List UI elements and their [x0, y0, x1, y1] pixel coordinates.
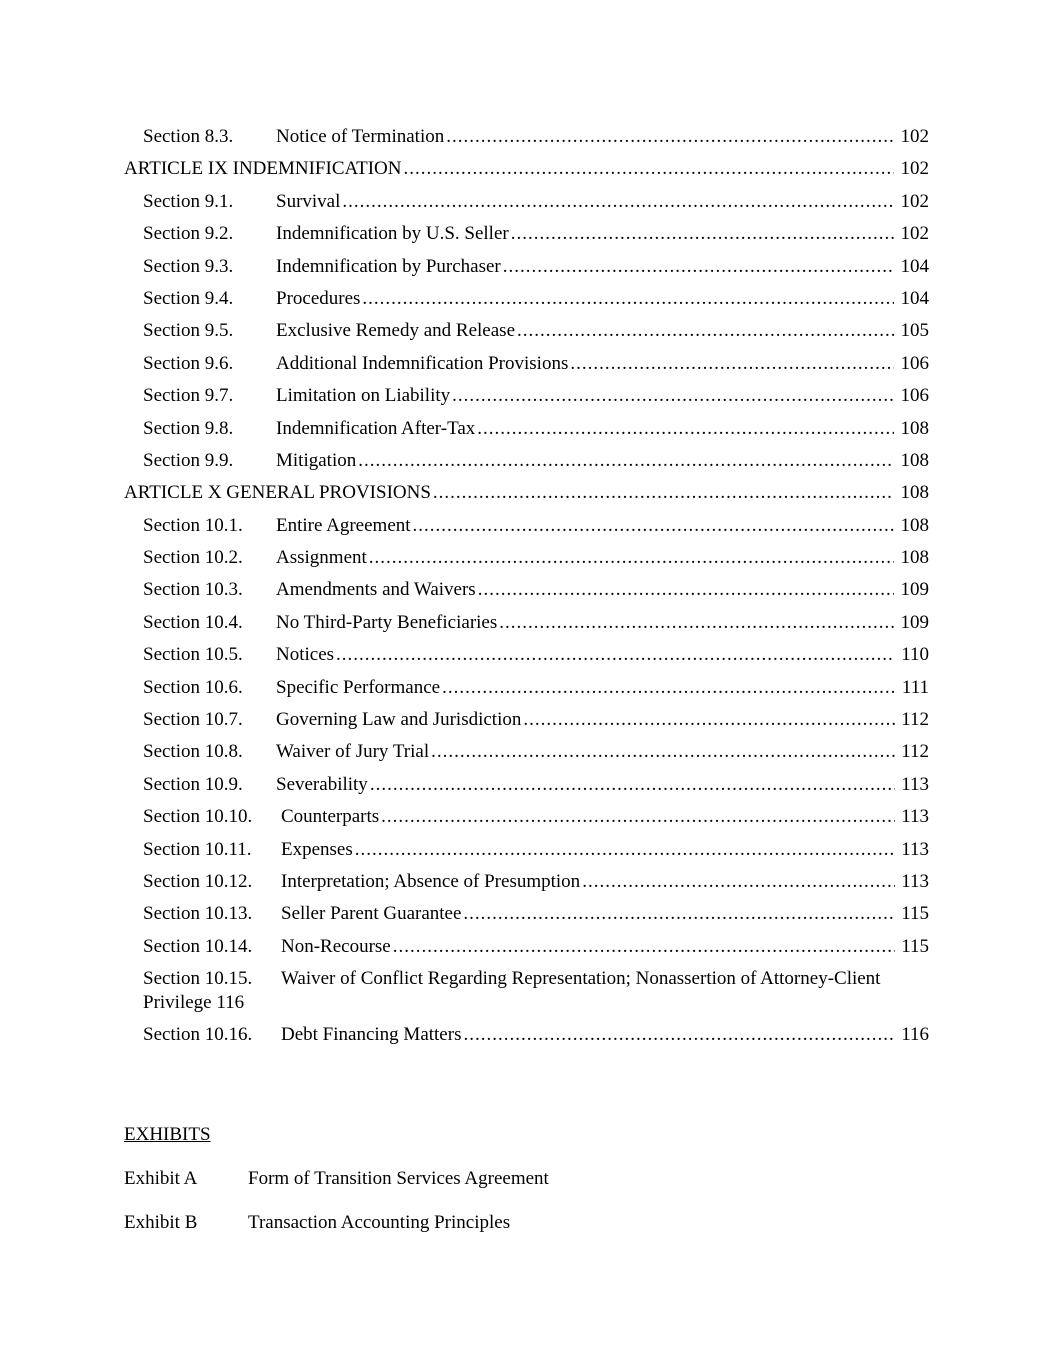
page-number: 116: [216, 992, 245, 1014]
page-number: 109: [900, 579, 929, 601]
section-title: Governing Law and Jurisdiction: [276, 709, 522, 731]
toc-section-entry: [0, 803, 1055, 835]
section-number: Section 9.6.: [143, 352, 234, 374]
toc-section-entry: [0, 415, 1055, 447]
dot-leader: [362, 285, 894, 313]
section-title: Limitation on Liability: [276, 385, 451, 407]
page-number: 106: [900, 352, 929, 374]
section-number: Section 10.5.: [143, 644, 243, 666]
exhibit-label: Exhibit A: [124, 1168, 198, 1189]
toc-section-entry: [0, 382, 1055, 414]
section-number: Section 9.3.: [143, 255, 234, 277]
toc-section-entry: [0, 576, 1055, 608]
section-number: Section 10.12.: [143, 870, 253, 892]
toc-section-entry: [0, 447, 1055, 479]
section-title: Indemnification After-Tax: [276, 417, 476, 439]
toc-section-entry: [0, 609, 1055, 641]
toc-section-entry: [0, 350, 1055, 382]
page-number: 108: [900, 449, 929, 471]
section-number: Section 10.16.: [143, 1024, 253, 1046]
exhibit-item: [124, 1212, 510, 1234]
dot-leader: [517, 317, 894, 345]
toc-section-entry: [0, 738, 1055, 770]
section-number: Section 10.1.: [143, 514, 243, 536]
toc-article-entry: [0, 155, 1055, 187]
table-of-contents: [0, 123, 1055, 1054]
toc-wrapped-entry: [143, 967, 923, 1015]
dot-leader: [523, 706, 895, 734]
toc-section-entry: [0, 771, 1055, 803]
toc-section-entry: [0, 836, 1055, 868]
section-number: Section 9.9.: [143, 449, 234, 471]
page-number: 108: [900, 514, 929, 536]
toc-section-entry: [0, 285, 1055, 317]
dot-leader: [499, 609, 894, 637]
section-number: Section 10.2.: [143, 547, 243, 569]
toc-section-entry: [0, 933, 1055, 965]
dot-leader: [404, 155, 895, 183]
exhibits-heading: EXHIBITS: [124, 1124, 211, 1145]
toc-section-entry: [0, 868, 1055, 900]
dot-leader: [446, 123, 894, 151]
dot-leader: [477, 415, 894, 443]
section-number: Section 9.1.: [143, 190, 234, 212]
toc-section-entry: [0, 123, 1055, 155]
dot-leader: [503, 253, 894, 281]
toc-section-entry: [0, 900, 1055, 932]
toc-section-entry: [0, 317, 1055, 349]
section-number: Section 10.15.: [143, 968, 253, 990]
page-number: 115: [901, 935, 929, 957]
section-title: Entire Agreement: [276, 514, 411, 536]
exhibit-title: Form of Transition Services Agreement: [248, 1168, 549, 1189]
page-number: 113: [901, 773, 929, 795]
section-title: Interpretation; Absence of Presumption: [281, 870, 581, 892]
section-title: Mitigation: [276, 449, 357, 471]
section-number: Section 9.8.: [143, 417, 234, 439]
dot-leader: [393, 933, 895, 961]
toc-section-entry: [0, 544, 1055, 576]
section-title: Seller Parent Guarantee: [281, 903, 462, 925]
page-number: 113: [901, 806, 929, 828]
dot-leader: [478, 576, 894, 604]
section-number: Section 10.7.: [143, 709, 243, 731]
section-number: Section 10.13.: [143, 903, 253, 925]
dot-leader: [452, 382, 894, 410]
toc-section-entry: [0, 641, 1055, 673]
dot-leader: [442, 674, 896, 702]
section-title: Amendments and Waivers: [276, 579, 476, 601]
section-title: Survival: [276, 190, 341, 212]
page-number: 116: [901, 1024, 929, 1046]
section-number: Section 10.8.: [143, 741, 243, 763]
page-number: 106: [900, 385, 929, 407]
page-number: 108: [900, 482, 929, 504]
toc-section-entry: [0, 253, 1055, 285]
page-number: 112: [901, 709, 929, 731]
dot-leader: [511, 220, 894, 248]
section-number: Section 9.5.: [143, 320, 234, 342]
section-title: Notice of Termination: [276, 126, 445, 147]
section-title: Counterparts: [281, 806, 380, 828]
section-title: Waiver of Conflict Regarding Representation; Nonassertion of Attorney-Client Privilege: [143, 968, 881, 1014]
section-title: Debt Financing Matters: [281, 1024, 462, 1046]
toc-section-entry: [0, 512, 1055, 544]
dot-leader: [463, 1021, 895, 1049]
dot-leader: [381, 803, 895, 831]
toc-section-entry: [0, 1021, 1055, 1053]
page-number: 113: [901, 838, 929, 860]
section-number: Section 10.14.: [143, 935, 253, 957]
section-title: Expenses: [281, 838, 353, 860]
toc-article-entry: [0, 479, 1055, 511]
page-number: 102: [900, 126, 929, 147]
section-title: Exclusive Remedy and Release: [276, 320, 516, 342]
page-number: 108: [900, 547, 929, 569]
exhibit-label: Exhibit B: [124, 1212, 198, 1233]
page-number: 112: [901, 741, 929, 763]
dot-leader: [431, 738, 895, 766]
section-title: Waiver of Jury Trial: [276, 741, 430, 763]
section-title: No Third-Party Beneficiaries: [276, 611, 498, 633]
page-number: 102: [900, 190, 929, 212]
section-title: Indemnification by Purchaser: [276, 255, 501, 277]
section-title: Non-Recourse: [281, 935, 391, 957]
dot-leader: [355, 836, 895, 864]
page-number: 115: [901, 903, 929, 925]
section-number: Section 10.6.: [143, 676, 243, 698]
exhibit-title: Transaction Accounting Principles: [248, 1212, 511, 1233]
page-number: 102: [900, 223, 929, 245]
section-number: Section 9.7.: [143, 385, 234, 407]
section-number: Section 10.4.: [143, 611, 243, 633]
section-title: Indemnification by U.S. Seller: [276, 223, 509, 245]
section-title: Severability: [276, 773, 368, 795]
page-number: 105: [900, 320, 929, 342]
section-number: Section 8.3.: [143, 126, 234, 147]
page-number: 110: [901, 644, 929, 666]
section-title: Notices: [276, 644, 335, 666]
toc-section-entry: [0, 188, 1055, 220]
dot-leader: [358, 447, 894, 475]
dot-leader: [413, 512, 894, 540]
dot-leader: [370, 771, 895, 799]
page-number: 109: [900, 611, 929, 633]
page-number: 104: [900, 287, 929, 309]
toc-section-entry: [0, 674, 1055, 706]
page-number: 113: [901, 870, 929, 892]
exhibit-item: [124, 1168, 549, 1190]
section-title: Additional Indemnification Provisions: [276, 352, 569, 374]
section-number: Section 10.10.: [143, 806, 253, 828]
dot-leader: [582, 868, 895, 896]
page-number: 104: [900, 255, 929, 277]
section-number: Section 10.11.: [143, 838, 252, 860]
article-title: ARTICLE X GENERAL PROVISIONS: [124, 482, 431, 504]
toc-section-entry: [0, 965, 1055, 1021]
toc-section-entry: [0, 220, 1055, 252]
page-number: 111: [901, 676, 929, 698]
dot-leader: [570, 350, 894, 378]
dot-leader: [336, 641, 895, 669]
section-number: Section 10.3.: [143, 579, 243, 601]
section-number: Section 10.9.: [143, 773, 243, 795]
toc-section-entry: [0, 706, 1055, 738]
page-number: 108: [900, 417, 929, 439]
page-number: 102: [900, 158, 929, 180]
dot-leader: [463, 900, 895, 928]
section-number: Section 9.4.: [143, 287, 234, 309]
dot-leader: [342, 188, 894, 216]
section-number: Section 9.2.: [143, 223, 234, 245]
dot-leader: [369, 544, 894, 572]
section-title: Specific Performance: [276, 676, 441, 698]
section-title: Procedures: [276, 287, 361, 309]
article-title: ARTICLE IX INDEMNIFICATION: [124, 158, 402, 180]
dot-leader: [433, 479, 894, 507]
section-title: Assignment: [276, 547, 367, 569]
